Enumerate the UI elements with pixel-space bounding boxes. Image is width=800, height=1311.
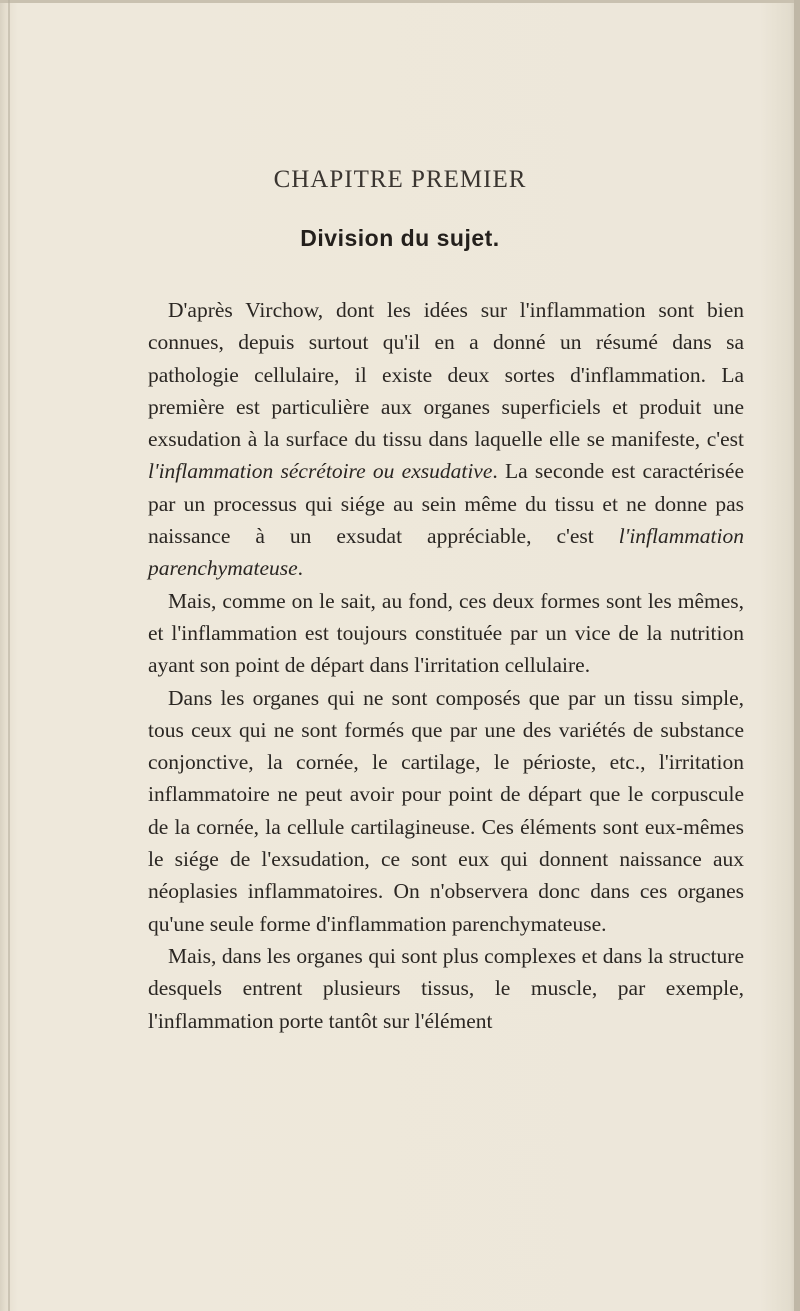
paragraph-1-text-1: D'après Virchow, dont les idées sur l'inflammation sont bien connues, depuis surtout qu'il en a donné un résumé dans sa pathologie cellulaire, il existe deux sortes d'inflammation. La première est particulière aux organes superficiels et produit une exsudation à la surface du tissu dans laquelle elle se manifeste, c'est <box>148 298 744 452</box>
paragraph-1-text-3: . <box>297 556 304 581</box>
paragraph-1-italic-term-2: l'inflammation parenchymateuse <box>148 524 744 581</box>
paragraph-4-text: Mais, dans les organes qui sont plus complexes et dans la structure desquels entrent plusieurs tissus, le muscle, par exemple, l'inflammation porte tantôt sur l'élément <box>148 943 744 1033</box>
page-top-edge <box>0 0 800 3</box>
chapter-heading: CHAPITRE PREMIER <box>273 166 527 193</box>
body-text <box>148 294 744 1037</box>
paragraph-3 <box>148 682 744 940</box>
page-spine-shadow <box>8 0 10 1311</box>
paragraph-1 <box>148 294 744 585</box>
paragraph-2-text: Mais, comme on le sait, au fond, ces deux formes sont les mêmes, et l'inflammation est toujours constituée par un vice de la nutrition ayant son point de départ dans l'irritation cellulaire. <box>148 588 744 678</box>
paragraph-4 <box>148 940 744 1037</box>
paragraph-2 <box>148 585 744 682</box>
paragraph-1-italic-term-1: l'inflammation sécrétoire ou exsudative <box>148 459 493 484</box>
paragraph-3-text: Dans les organes qui ne sont composés que par un tissu simple, tous ceux qui ne sont formés que par une des variétés de substance conjonctive, la cornée, le cartilage, le périoste, etc., l'irritation inflammatoire ne peut avoir pour point de départ que le corpuscule de la cornée, la cellule cartilagineuse. Ces éléments sont eux-mêmes le siége de l'exsudation, ce sont eux qui donnent naissance aux néoplasies inflammatoires. On n'observera donc dans ces organes qu'une seule forme d'inflammation parenchymateuse. <box>148 685 744 936</box>
page-right-edge <box>794 0 800 1311</box>
section-title: Division du sujet. <box>300 225 500 251</box>
paragraph-1-text-2: . La seconde est caractérisée par un processus qui siége au sein même du tissu et ne donne pas naissance à un exsudat appréciable, c'est <box>148 459 744 549</box>
